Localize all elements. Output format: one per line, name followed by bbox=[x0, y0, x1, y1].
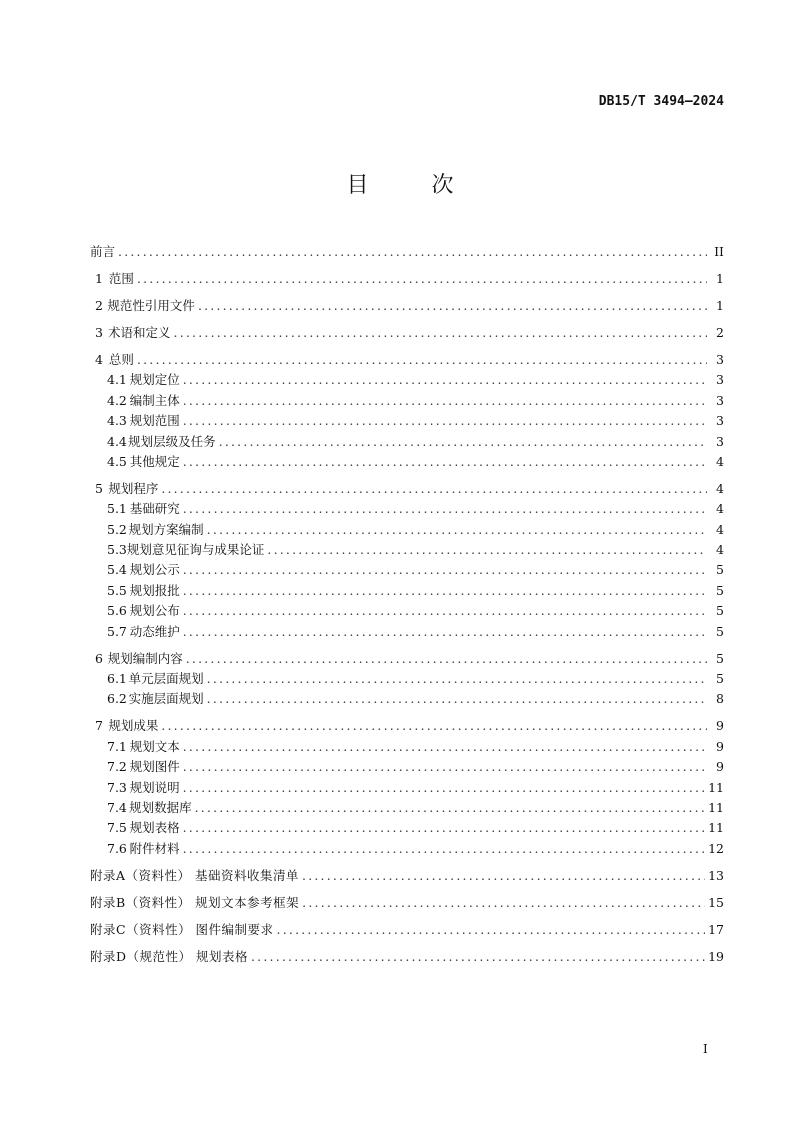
toc-entry-number: 2 bbox=[95, 297, 103, 313]
page-title: 目 次 bbox=[346, 173, 482, 198]
dot-leader bbox=[161, 716, 707, 736]
toc-entry-page: 11 bbox=[708, 779, 724, 795]
toc-entry-page: 13 bbox=[708, 867, 724, 883]
toc-entry[interactable] bbox=[90, 323, 724, 343]
toc-entry-page: 17 bbox=[708, 921, 724, 937]
toc-entry-label: 前言 bbox=[90, 244, 116, 259]
toc-entry-page: 9 bbox=[716, 738, 724, 754]
toc-entry-label: 规划说明 bbox=[129, 779, 180, 795]
toc-entry-page: 4 bbox=[716, 521, 724, 537]
toc-entry-label: 总则 bbox=[108, 351, 134, 367]
dot-leader bbox=[183, 452, 707, 472]
toc-entry[interactable] bbox=[90, 452, 724, 472]
dot-leader bbox=[183, 560, 707, 580]
toc-entry-page: 4 bbox=[716, 542, 724, 558]
toc-entry-page: 11 bbox=[708, 799, 724, 815]
toc-entry-label: 规范性引用文件 bbox=[107, 297, 195, 313]
toc-entry[interactable] bbox=[90, 601, 724, 621]
toc-entry[interactable] bbox=[90, 411, 724, 431]
dot-leader bbox=[137, 350, 707, 370]
toc-entry-label: 规划报批 bbox=[129, 582, 180, 598]
toc-entry-number: 4 bbox=[95, 351, 103, 367]
dot-leader bbox=[219, 432, 707, 452]
toc-entry-page: 12 bbox=[708, 840, 724, 856]
toc-entry-label: 附录B（资料性） 规划文本参考框架 bbox=[90, 894, 300, 910]
toc-entry[interactable] bbox=[90, 757, 724, 777]
toc-entry[interactable] bbox=[90, 499, 724, 519]
toc-entry[interactable] bbox=[90, 370, 724, 390]
dot-leader bbox=[183, 818, 705, 838]
toc-entry-number: 7.3 bbox=[107, 779, 127, 795]
toc-entry[interactable] bbox=[90, 622, 724, 642]
toc-entry-page: 4 bbox=[716, 453, 724, 469]
dot-leader bbox=[277, 920, 706, 940]
dot-leader bbox=[183, 370, 707, 390]
toc-entry-number: 5.1 bbox=[107, 501, 127, 517]
dot-leader bbox=[183, 411, 707, 431]
toc-entry-page: II bbox=[714, 244, 724, 259]
toc-entry[interactable] bbox=[90, 920, 724, 940]
toc-entry-number: 5 bbox=[95, 480, 103, 496]
toc-entry-label: 范围 bbox=[108, 270, 134, 286]
toc-entry[interactable] bbox=[90, 649, 724, 669]
toc-entry[interactable] bbox=[90, 893, 724, 913]
dot-leader bbox=[174, 323, 707, 343]
toc-entry-label: 规划公示 bbox=[129, 562, 180, 578]
toc-entry-label: 规划意见征询与成果论证 bbox=[126, 542, 265, 558]
dot-leader bbox=[137, 269, 707, 289]
toc-entry[interactable] bbox=[90, 296, 724, 316]
dot-leader bbox=[302, 866, 705, 886]
dot-leader bbox=[302, 893, 705, 913]
toc-entry[interactable] bbox=[90, 778, 724, 798]
toc-entry[interactable] bbox=[90, 818, 724, 838]
toc-entry[interactable] bbox=[90, 269, 724, 289]
dot-leader bbox=[183, 601, 707, 621]
toc-entry-label: 动态维护 bbox=[129, 623, 180, 639]
dot-leader bbox=[183, 391, 707, 411]
toc-entry-page: 2 bbox=[716, 324, 724, 340]
toc-entry-label: 规划方案编制 bbox=[128, 521, 204, 537]
toc-entry-number: 6.2 bbox=[107, 691, 127, 707]
toc-entry[interactable] bbox=[90, 947, 724, 967]
dot-leader bbox=[251, 947, 705, 967]
toc-entry-page: 15 bbox=[708, 894, 724, 910]
toc-entry-number: 7.4 bbox=[107, 799, 127, 815]
dot-leader bbox=[207, 520, 707, 540]
toc-entry-number: 4.3 bbox=[107, 413, 127, 429]
toc-entry-label: 编制主体 bbox=[129, 392, 180, 408]
toc-entry[interactable] bbox=[90, 520, 724, 540]
toc-entry[interactable] bbox=[90, 581, 724, 601]
toc-entry-number: 6.1 bbox=[107, 670, 127, 686]
toc-entry[interactable] bbox=[90, 432, 724, 452]
toc-entry[interactable] bbox=[90, 737, 724, 757]
toc-entry-page: 3 bbox=[716, 413, 724, 429]
toc-entry-page: 5 bbox=[716, 670, 724, 686]
toc-entry-number: 7.6 bbox=[107, 840, 127, 856]
toc-entry[interactable] bbox=[90, 866, 724, 886]
toc-entry-label: 附录A（资料性） 基础资料收集清单 bbox=[90, 867, 300, 883]
toc-entry-page: 4 bbox=[716, 501, 724, 517]
toc-entry-page: 1 bbox=[716, 270, 724, 286]
toc-entry-label: 规划表格 bbox=[129, 820, 180, 836]
toc-entry-label: 附录C（资料性） 图件编制要求 bbox=[90, 921, 274, 937]
dot-leader bbox=[183, 737, 707, 757]
dot-leader bbox=[183, 622, 707, 642]
toc-entry-page: 5 bbox=[716, 623, 724, 639]
toc-entry-label: 规划图件 bbox=[129, 759, 180, 775]
toc-entry-number: 1 bbox=[95, 270, 103, 286]
toc-entry-page: 3 bbox=[716, 372, 724, 388]
toc-entry-number: 7 bbox=[95, 718, 103, 734]
toc-entry-number: 5.6 bbox=[107, 603, 127, 619]
standard-number: DB15/T 3494—2024 bbox=[598, 94, 724, 109]
toc-entry-page: 3 bbox=[716, 351, 724, 367]
toc-entry-number: 5.2 bbox=[107, 521, 127, 537]
toc-entry-page: 9 bbox=[716, 759, 724, 775]
toc-entry-number: 7.2 bbox=[107, 759, 127, 775]
toc-entry-label: 基础研究 bbox=[129, 501, 180, 517]
table-of-contents bbox=[90, 232, 724, 967]
dot-leader bbox=[186, 649, 707, 669]
toc-entry-label: 附录D（规范性） 规划表格 bbox=[90, 948, 248, 964]
toc-entry-label: 术语和定义 bbox=[108, 324, 171, 340]
dot-leader bbox=[118, 242, 707, 262]
toc-entry-page: 1 bbox=[716, 297, 724, 313]
toc-entry-page: 3 bbox=[716, 433, 724, 449]
toc-entry-label: 规划文本 bbox=[129, 738, 180, 754]
toc-entry-label: 规划程序 bbox=[108, 480, 159, 496]
toc-entry[interactable] bbox=[90, 716, 724, 736]
toc-entry-page: 8 bbox=[716, 691, 724, 707]
toc-entry-label: 规划编制内容 bbox=[107, 650, 183, 666]
toc-entry[interactable] bbox=[90, 669, 724, 689]
toc-entry-number: 5.3 bbox=[107, 542, 127, 558]
toc-entry-page: 9 bbox=[716, 718, 724, 734]
toc-entry-page: 5 bbox=[716, 650, 724, 666]
toc-entry-label: 实施层面规划 bbox=[128, 691, 204, 707]
toc-entry-page: 19 bbox=[708, 948, 724, 964]
toc-entry-label: 规划范围 bbox=[129, 413, 180, 429]
toc-entry-label: 规划公布 bbox=[129, 603, 180, 619]
toc-entry-number: 6 bbox=[95, 650, 103, 666]
dot-leader bbox=[267, 540, 707, 560]
toc-entry-number: 3 bbox=[95, 324, 103, 340]
toc-entry[interactable] bbox=[90, 560, 724, 580]
page-number: I bbox=[703, 1042, 708, 1056]
dot-leader bbox=[207, 689, 707, 709]
toc-entry-label: 附件材料 bbox=[129, 840, 180, 856]
toc-entry-page: 5 bbox=[716, 603, 724, 619]
toc-entry-number: 4.1 bbox=[107, 372, 127, 388]
toc-entry[interactable] bbox=[90, 242, 724, 262]
toc-entry-label: 规划定位 bbox=[129, 372, 180, 388]
toc-entry-label: 单元层面规划 bbox=[128, 670, 204, 686]
dot-leader bbox=[183, 581, 707, 601]
dot-leader bbox=[183, 499, 707, 519]
toc-entry-page: 3 bbox=[716, 392, 724, 408]
toc-entry-number: 7.5 bbox=[107, 820, 127, 836]
toc-entry[interactable] bbox=[90, 540, 724, 560]
dot-leader bbox=[183, 757, 707, 777]
toc-entry-page: 11 bbox=[708, 820, 724, 836]
dot-leader bbox=[195, 798, 705, 818]
toc-entry-number: 5.5 bbox=[107, 582, 127, 598]
toc-entry[interactable] bbox=[90, 391, 724, 411]
dot-leader bbox=[198, 296, 707, 316]
toc-entry[interactable] bbox=[90, 798, 724, 818]
toc-entry-number: 7.1 bbox=[107, 738, 127, 754]
dot-leader bbox=[183, 839, 705, 859]
toc-entry-label: 规划层级及任务 bbox=[128, 433, 216, 449]
toc-entry-label: 规划成果 bbox=[108, 718, 159, 734]
toc-entry-number: 4.4 bbox=[107, 433, 127, 449]
toc-entry-number: 5.4 bbox=[107, 562, 127, 578]
toc-entry-number: 5.7 bbox=[107, 623, 127, 639]
toc-entry[interactable] bbox=[90, 479, 724, 499]
toc-entry[interactable] bbox=[90, 839, 724, 859]
toc-entry-number: 4.2 bbox=[107, 392, 127, 408]
toc-entry-label: 其他规定 bbox=[129, 453, 180, 469]
dot-leader bbox=[161, 479, 707, 499]
toc-entry-page: 5 bbox=[716, 582, 724, 598]
dot-leader bbox=[183, 778, 705, 798]
toc-entry-page: 4 bbox=[716, 480, 724, 496]
toc-entry-number: 4.5 bbox=[107, 453, 127, 469]
toc-entry-page: 5 bbox=[716, 562, 724, 578]
dot-leader bbox=[207, 669, 707, 689]
toc-entry[interactable] bbox=[90, 689, 724, 709]
toc-entry-label: 规划数据库 bbox=[129, 799, 192, 815]
toc-entry[interactable] bbox=[90, 350, 724, 370]
